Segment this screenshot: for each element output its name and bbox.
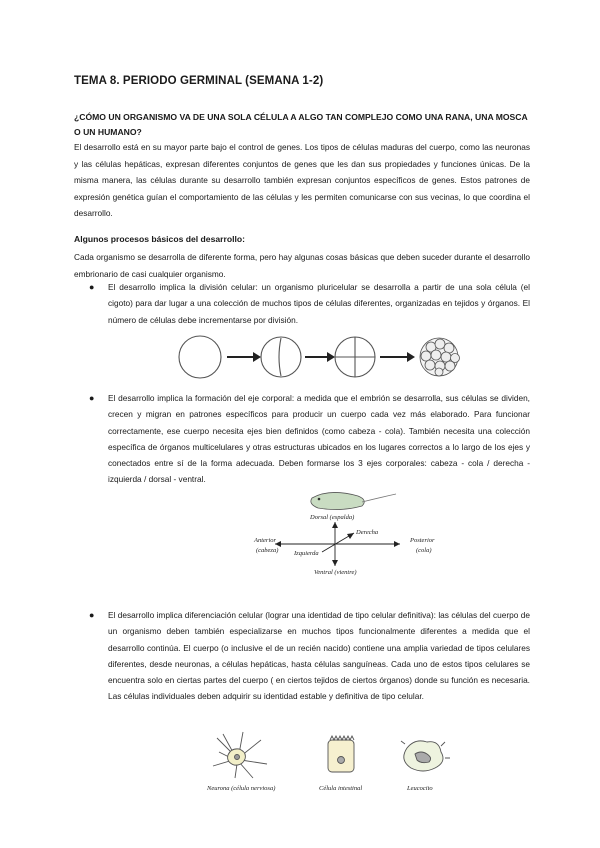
intestinal-cell-icon	[328, 736, 354, 772]
neurona-label: Neurona (célula nerviosa)	[207, 785, 276, 792]
bullet-marker: ●	[89, 282, 95, 292]
cell-types-figure	[195, 728, 485, 796]
anterior-label: Anterior	[254, 537, 277, 544]
posterior-sub-label: (cola)	[416, 547, 432, 554]
bullet-cell-division: El desarrollo implica la división celular: un organismo pluricelular se desarrolla a partir de una sola célula (el cigoto) para dar lugar a una colección de muchos tipos de células diferentes, organizadas en tejidos y órganos. El número de células debe incrementarse por división.	[108, 282, 530, 325]
page-title: TEMA 8. PERIODO GERMINAL (SEMANA 1-2)	[74, 75, 324, 87]
bullet-marker: ●	[89, 610, 95, 620]
bullet-cell-differentiation: El desarrollo implica diferenciación celular (lograr una identidad de tipo celular definitiva): las células del cuerpo de un organismo deben también especializarse en muchos tipos funcionalmente diferentes a medida que el desarrollo continúa. El cuerpo (o inclusive el de un recién nacido) contiene una amplia variedad de tipos celulares diferentes, desde neuronas, a células hepáticas, hasta células sanguíneas. Cada uno de estos tipos celulares se encuentra solo en ciertas partes del cuerpo ( en ciertos tejidos de ciertos órganos) donde su función es necesaria. Las células individuales deben adquirir su identidad estable y definitiva de tipo celular.	[108, 610, 530, 702]
cell-division-figure	[175, 333, 475, 383]
ventral-label: Ventral (vientre)	[314, 569, 357, 576]
body-axis-figure	[250, 486, 500, 576]
intro-paragraph: El desarrollo está en su mayor parte bajo el control de genes. Los tipos de células maduras del cuerpo, como las neuronas y las células hepáticas, expresan diferentes conjuntos de genes que les dan sus propiedades y funciones únicas. De la misma manera, las células durante su desarrollo también expresan conjuntos específicos de genes. Estos patrones de expresión genética guían el comportamiento de las células y les permiten comunicarse con sus vecinas, lo que coordina el desarrollo.	[74, 142, 530, 219]
morula-stage	[420, 338, 460, 376]
intestinal-label: Célula intestinal	[319, 785, 363, 792]
leukocyte-icon	[401, 741, 450, 771]
izquierda-label: Izquierda	[294, 550, 319, 557]
two-cell-stage	[261, 337, 301, 377]
bullet-body-axis: El desarrollo implica la formación del eje corporal: a medida que el embrión se desarrolla, sus células se dividen, crecen y migran en patrones específicos para producir un cuerpo cada vez más elaborado. Para funcionar correctamente, ese cuerpo necesita ejes bien definidos (como cabeza - cola). También necesita una colección específica de órganos multicelulares y otras estructuras ubicados en los lugares correctos a lo largo de los ejes y conectados entre sí de la forma adecuada. Deben formarse los 3 ejes corporales: cabeza - cola / derecha - izquierda / dorsal - ventral.	[108, 393, 530, 485]
arrow-icon	[380, 352, 415, 362]
leucocito-label: Leucocito	[407, 785, 433, 792]
arrow-icon	[227, 352, 261, 362]
bullet-marker: ●	[89, 393, 95, 403]
tadpole-icon	[311, 492, 396, 509]
arrow-icon	[305, 352, 335, 362]
subheading: Algunos procesos básicos del desarrollo:	[74, 234, 245, 244]
four-cell-stage	[335, 337, 375, 377]
posterior-label: Posterior	[410, 537, 435, 544]
neuron-icon	[213, 732, 267, 778]
zygote-cell	[179, 336, 221, 378]
sub-intro-paragraph: Cada organismo se desarrolla de diferente forma, pero hay algunas cosas básicas que deben suceder durante el desarrollo embrionario de casi cualquier organismo.	[74, 252, 530, 279]
derecha-label: Derecha	[356, 529, 379, 536]
anterior-sub-label: (cabeza)	[256, 547, 279, 554]
dorsal-label: Dorsal (espalda)	[310, 514, 355, 521]
section-question: ¿CÓMO UN ORGANISMO VA DE UNA SOLA CÉLULA A ALGO TAN COMPLEJO COMO UNA RANA, UNA MOSCA O UN HUMANO?	[74, 112, 528, 137]
